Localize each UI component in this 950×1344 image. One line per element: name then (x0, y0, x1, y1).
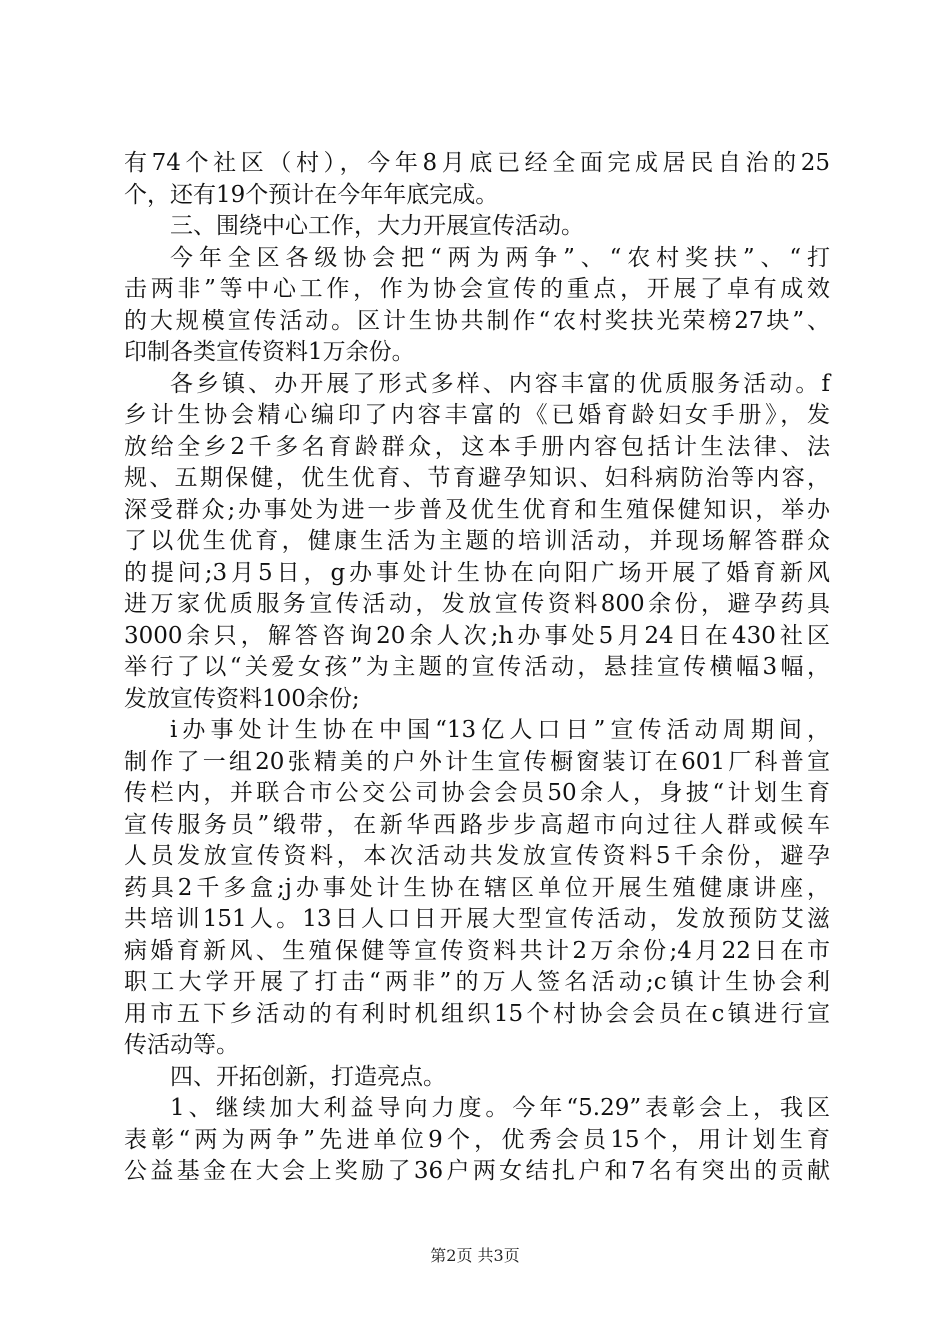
text-line: i办事处计生协在中国“13亿人口日”宣传活动周期间， (170, 717, 830, 743)
text-line: 人员发放宣传资料，本次活动共发放宣传资料5千余份，避孕 (124, 843, 830, 869)
body-text (124, 148, 830, 1188)
text-line: 病婚育新风、生殖保健等宣传资料共计2万余份;4月22日在市 (124, 937, 830, 964)
text-line: 乡计生协会精心编印了内容丰富的《已婚育龄妇女手册》，发 (124, 402, 830, 428)
text-line: 个，还有19个预计在今年年底完成。 (124, 181, 499, 208)
text-line: 各乡镇、办开展了形式多样、内容丰富的优质服务活动。f (170, 370, 830, 397)
text-line: 宣传服务员”缎带，在新华西路步步高超市向过往人群或候车 (124, 811, 830, 838)
text-line: 三、围绕中心工作，大力开展宣传活动。 (170, 213, 584, 239)
text-line: 印制各类宣传资料1万余份。 (124, 339, 415, 365)
text-line: 了以优生优育，健康生活为主题的培训活动，并现场解答群众 (124, 528, 830, 554)
text-line: 的大规模宣传活动。区计生协共制作“农村奖扶光荣榜27块”、 (124, 307, 830, 334)
text-line: 用市五下乡活动的有利时机组织15个村协会会员在c镇进行宣 (124, 1000, 830, 1027)
text-line: 传栏内，并联合市公交公司协会会员50余人，身披“计划生育 (124, 780, 830, 806)
text-line: 今年全区各级协会把“两为两争”、“农村奖扶”、“打 (170, 244, 830, 271)
text-line: 发放宣传资料100余份; (124, 685, 360, 712)
text-line: 进万家优质服务宣传活动，发放宣传资料800余份，避孕药具 (124, 591, 830, 617)
text-line: 3000余只，解答咨询20余人次;h办事处5月24日在430社区 (124, 622, 830, 649)
text-line: 有74个社区（村），今年8月底已经全面完成居民自治的25 (124, 150, 830, 176)
text-line: 制作了一组20张精美的户外计生宣传橱窗装订在601厂科普宣 (124, 748, 830, 775)
text-line: 表彰“两为两争”先进单位9个，优秀会员15个，用计划生育 (124, 1126, 830, 1153)
text-line: 四、开拓创新，打造亮点。 (170, 1063, 446, 1090)
text-line: 规、五期保健，优生优育、节育避孕知识、妇科病防治等内容， (124, 465, 830, 491)
text-line: 举行了以“关爱女孩”为主题的宣传活动，悬挂宣传横幅3幅， (124, 654, 830, 680)
page-footer: 第2页 共3页 (430, 1246, 520, 1265)
text-line: 的提问;3月5日，g办事处计生协在向阳广场开展了婚育新风 (124, 559, 830, 586)
text-line: 传活动等。 (124, 1032, 239, 1058)
text-line: 1、继续加大利益导向力度。今年“5.29”表彰会上，我区 (170, 1095, 830, 1121)
text-line: 药具2千多盒;j办事处计生协在辖区单位开展生殖健康讲座， (124, 874, 830, 901)
text-line: 击两非”等中心工作，作为协会宣传的重点，开展了卓有成效 (124, 276, 830, 302)
text-line: 放给全乡2千多名育龄群众，这本手册内容包括计生法律、法 (124, 433, 830, 460)
text-line: 深受群众;办事处为进一步普及优生优育和生殖保健知识，举办 (124, 496, 830, 523)
text-line: 公益基金在大会上奖励了36户两女结扎户和7名有突出的贡献 (124, 1158, 830, 1184)
text-line: 共培训151人。13日人口日开展大型宣传活动，发放预防艾滋 (124, 906, 830, 932)
text-line: 职工大学开展了打击“两非”的万人签名活动;c镇计生协会利 (124, 969, 830, 995)
